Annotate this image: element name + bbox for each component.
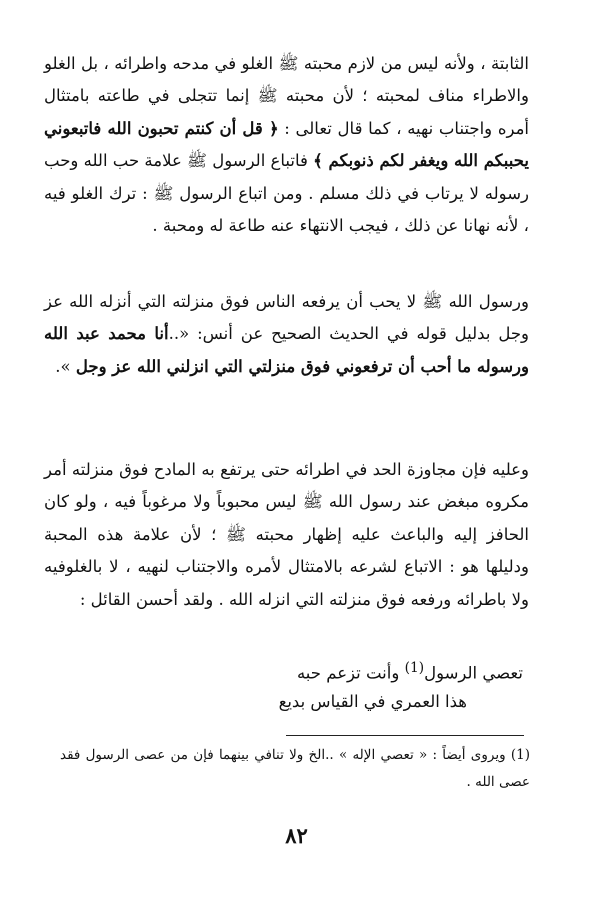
paragraph-3-text: وعليه فإن مجاوزة الحد في اطرائه حتى يرتفع به المادح فوق منزلته أمر مكروه مبغض عند رسول الله ﷺ ليس محبوباً ولا مرغوباً فيه ، ولو كان الحافز إليه والباعث عليه إظهار محبته ﷺ ؛ لأن علامة هذه المحبة ودليلها هو : الاتباع لشرعه بالامتثال لأمره والاجتناب لنهيه ، لا بالغلوفيه ولا باطرائه ورفعه فوق منزلته التي انزله الله . ولقد أحسن القائل : <box>44 460 529 609</box>
paragraph-1 <box>44 48 529 242</box>
poem-line-1-end: وأنت تزعم حبه <box>296 663 405 683</box>
page-number: ٨٢ <box>285 823 308 848</box>
quran-verse: ﴿ قل أن كنتم تحبون الله فاتبعوني يحببكم الله ويغفر لكم ذنوبكم ﴾ <box>44 118 529 171</box>
poem-line-2: هذا العمري في القياس بديع <box>278 692 467 711</box>
footnote <box>60 742 530 796</box>
poem-line-1 <box>297 652 523 690</box>
paragraph-2-closing: ». <box>55 356 76 376</box>
footnote-number: (1) <box>510 747 530 763</box>
paragraph-2 <box>44 286 529 383</box>
paragraph-1-text: الثابتة ، ولأنه ليس من لازم محبته ﷺ الغلو في مدحه واطرائه ، بل الغلو والاطراء مناف لمحبته ؛ لأن محبته ﷺ إنما تتجلى في طاعته بامتثال أمره واجتناب نهيه ، كما قال تعالى : <box>44 54 529 138</box>
paragraph-2-text: ورسول الله ﷺ لا يحب أن يرفعه الناس فوق منزلته التي أنزله الله عز وجل بدليل قوله في الحديث الصحيح عن أنس: «.. <box>44 292 530 344</box>
paragraph-3 <box>44 454 529 616</box>
footnote-divider <box>286 735 524 736</box>
footnote-reference: (1) <box>404 660 425 676</box>
hadith-quote: أنا محمد عبد الله ورسوله ما أحب أن ترفعوني فوق منزلتي التي انزلني الله عز وجل <box>44 324 529 376</box>
footnote-text: ويروى أيضاً : « تعصي الإله » ..الخ ولا تنافي بينهما فإن من عصى الرسول فقد عصى الله . <box>60 747 530 790</box>
paragraph-1-continuation: فاتباع الرسول ﷺ علامة حب الله وحب رسوله لا يرتاب في ذلك مسلم . ومن اتباع الرسول ﷺ : ترك الغلو فيه ، لأنه نهانا عن ذلك ، فيجب الانتهاء عنه طاعة له ومحبة . <box>44 151 529 236</box>
poem-line-1-start: تعصي الرسول <box>424 663 523 683</box>
